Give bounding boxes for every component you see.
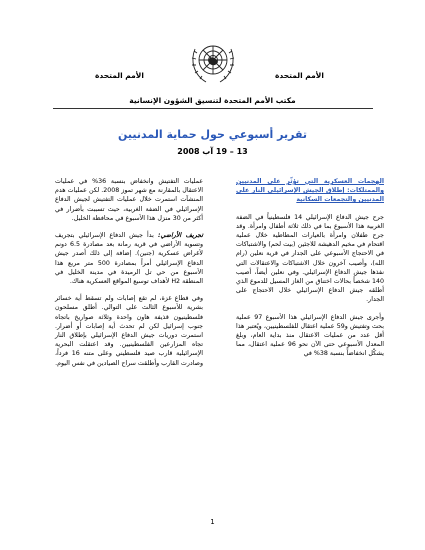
right-paragraph-1: جرح جيش الدفاع الإسرائيلي 14 فلسطينياً في الضفة الغربية هذا الأسبوع بما في ذلك ثلاثة أطفال وامرأة. وقد جرح طفلان وامرأة بالعيارات المطاطية خلال عملية اقتحام في مخيم الدهيشة للاجئين (بيت لحم) والاشتباكات في الاحتجاج الأسبوعي على الجدار في قرية نعلين (رام الله)، وأصيب آخرون خلال الاشتباكات والاعتقالات التي نفذها جيش الدفاع الإسرائيلي. وفي نعلين أيضاً، أصيب 140 شخصاً بحالات اختناق من الغاز المسيل للدموع الذي أطلقه جيش الدفاع الإسرائيلي خلال الاحتجاج على الجدار. [236, 213, 384, 304]
right-paragraph-2: وأجرى جيش الدفاع الإسرائيلي هذا الأسبوع 97 عملية بحث وتفتيش و59 عملية اعتقال للفلسطينيين، ويُعتبر هذا أقل عدد من عمليات الاعتقال منذ بداية العام، وبلغ المعدل الأسبوعي حتى الآن نحو 96 عملية اعتقال، مما يشكّل انخفاضاً بنسبة 38% في [236, 313, 384, 358]
office-name: مكتب الأمم المتحدة لتنسيق الشؤون الإنسانية [129, 96, 296, 105]
left-paragraph-2-body: بدأ جيش الدفاع الإسرائيلي بتجريف وتسوية الأراضي في قرية رمانة بعد مصادرة 6.5 دونم لأغراض عسكرية (جنين). إضافة إلى ذلك أصدر جيش الدفاع الإسرائيلي أمراً بمصادرة 500 متر مربع هذا الأسبوع من حي تل الرميدة في مدينة الخليل في المنطقة H2 لأهداف توسيع المواقع العسكرية هناك. [55, 232, 204, 286]
page-number: 1 [210, 518, 215, 526]
section-heading: الهجمات العسكرية التي تؤثّر على المدنيين والممتلكات: إطلاق الجيش الإسرائيلي النار على المدنيين والتجمعات السكانية [236, 178, 384, 204]
report-title: تقرير أسبوعي حول حماية المدنيين [117, 128, 308, 141]
left-paragraph-1: عمليات التفتيش وانخفاض بنسبة 36% في عمليات الاعتقال بالمقارنة مع شهر تموز 2008. لكن عمليات هدم المنشآت استمرت خلال عمليات التفتيش لجيش الدفاع الإسرائيلي في الضفة الغربية، حيث تسببت بأضرار في أكثر من 30 منزل هذا الأسبوع في محافظة الخليل. [55, 178, 203, 222]
un-label-right: الأمم المتحدة [275, 71, 324, 80]
left-column [55, 177, 203, 376]
left-paragraph-2 [55, 231, 203, 286]
un-emblem-icon [186, 35, 240, 89]
left-paragraph-3: وفي قطاع غزة، لم تقع إصابات ولم تسقط أية خسائر بشرية للأسبوع الثالث على التوالي. أطلق مسلحون فلسطينيون قذيفة هاون واحدة وثلاثة صواريخ باتجاه جنوب إسرائيل لكن لم تحدث أية إصابات أو أضرار. استمرت دوريات جيش الدفاع الإسرائيلي بإطلاق النار تجاه المزارعين الفلسطينيين. وقد اعتقلت البحرية الإسرائيلية قارب صيد فلسطيني وعلى متنه 16 فرداً، وصادرت القارب وأطلقت سراح الصيادين في نفس اليوم. [55, 295, 204, 367]
paragraph-lead: تجريف الأراضي: [157, 232, 204, 240]
right-column [236, 177, 384, 367]
header-divider [53, 108, 373, 109]
report-date: 13 – 19 آب 2008 [177, 147, 248, 156]
un-label-left: الأمم المتحدة [95, 71, 144, 80]
